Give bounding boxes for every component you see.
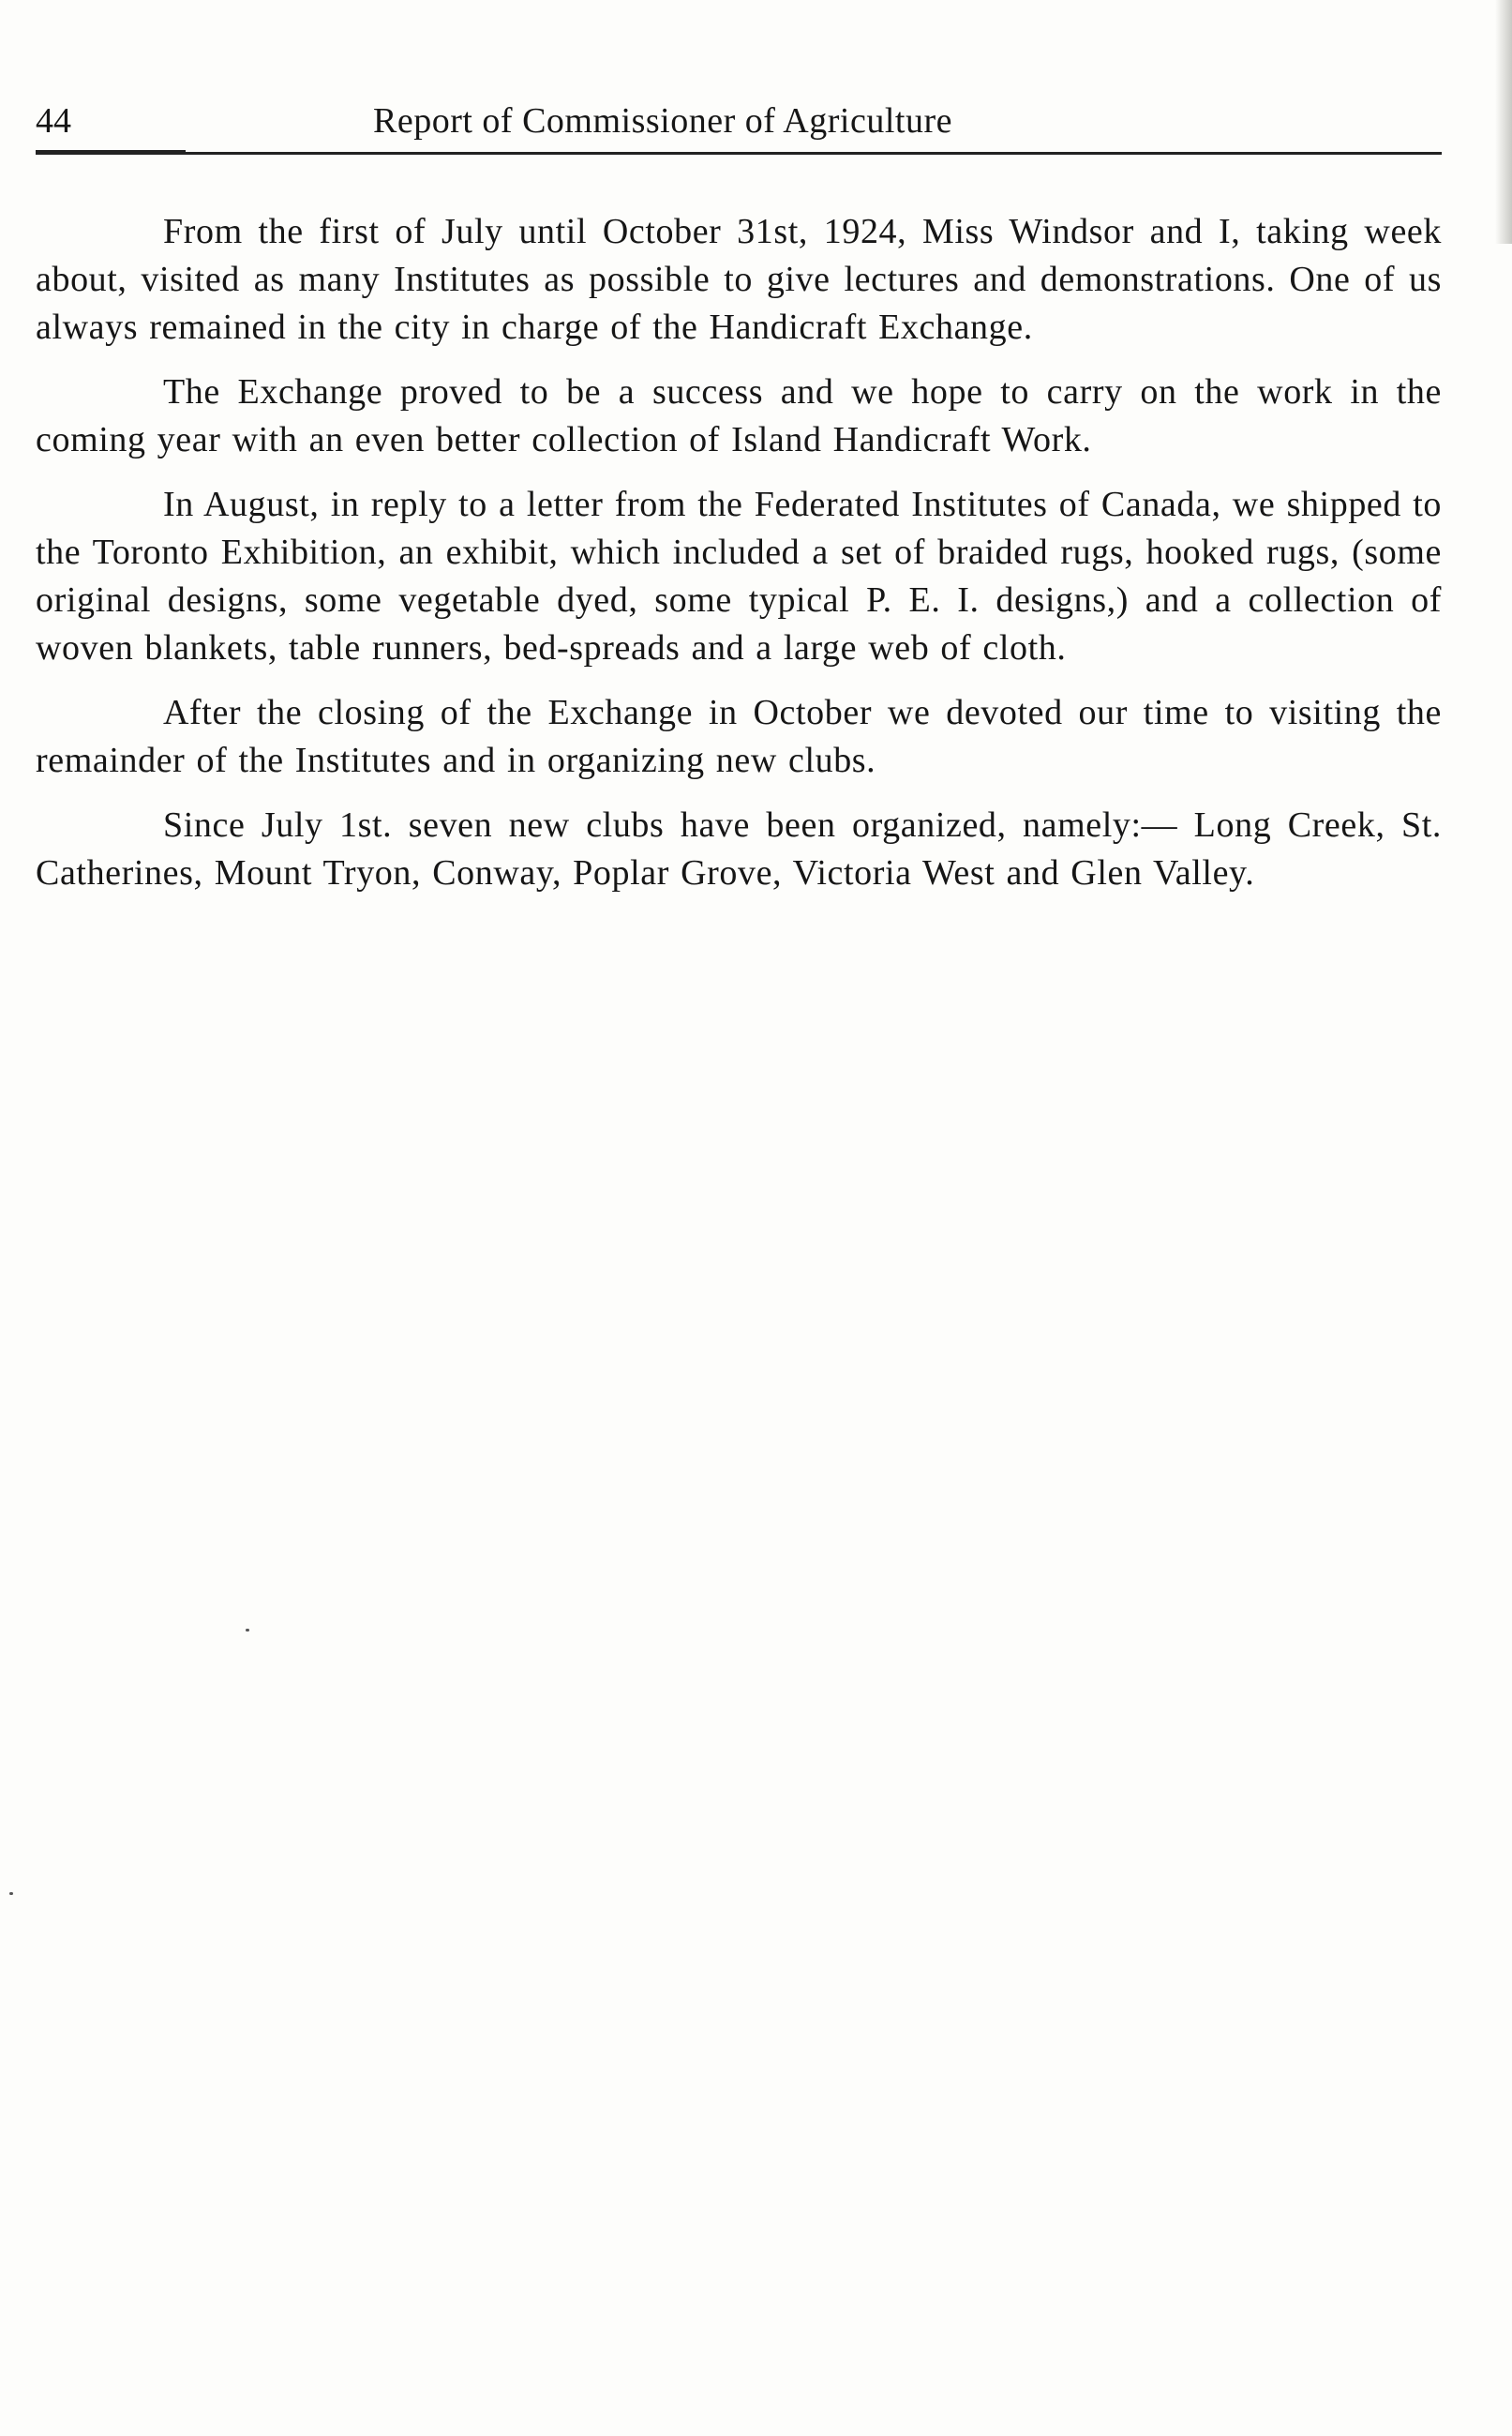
page-edge-shadow <box>1495 0 1512 244</box>
paragraph-4: After the closing of the Exchange in October we devoted our time to visiting the remainder of the Institutes and in organizing new clubs. <box>36 693 1442 780</box>
scan-speck <box>246 1629 249 1632</box>
page-number: 44 <box>36 101 71 141</box>
paragraph-3: In August, in reply to a letter from the Federated Institutes of Canada, we shipped to the Toronto Exhibition, an exhibit, which included a set of braided rugs, hooked rugs, (some original designs, some vegetable dyed, some typical P. E. I. designs,) and a collection of woven blankets, table runners, bed-spreads and a large web of cloth. <box>36 485 1442 668</box>
running-title: Report of Commissioner of Agriculture <box>373 101 952 141</box>
paragraph-5: Since July 1st. seven new clubs have been organized, namely:— Long Creek, St. Catherines, Mount Tryon, Conway, Poplar Grove, Victoria West and Glen Valley. <box>36 805 1442 893</box>
paragraph-1: From the first of July until October 31st, 1924, Miss Windsor and I, taking week about, visited as many Institutes as possible to give lectures and demonstrations. One of us always remained in the city in charge of the Handicraft Exchange. <box>36 212 1442 347</box>
body-text <box>36 208 1442 914</box>
paragraph-2: The Exchange proved to be a success and we hope to carry on the work in the coming year with an even better collection of Island Handicraft Work. <box>36 372 1442 459</box>
header-rule <box>36 152 1442 155</box>
running-header <box>36 94 1442 150</box>
scan-speck <box>9 1892 13 1895</box>
